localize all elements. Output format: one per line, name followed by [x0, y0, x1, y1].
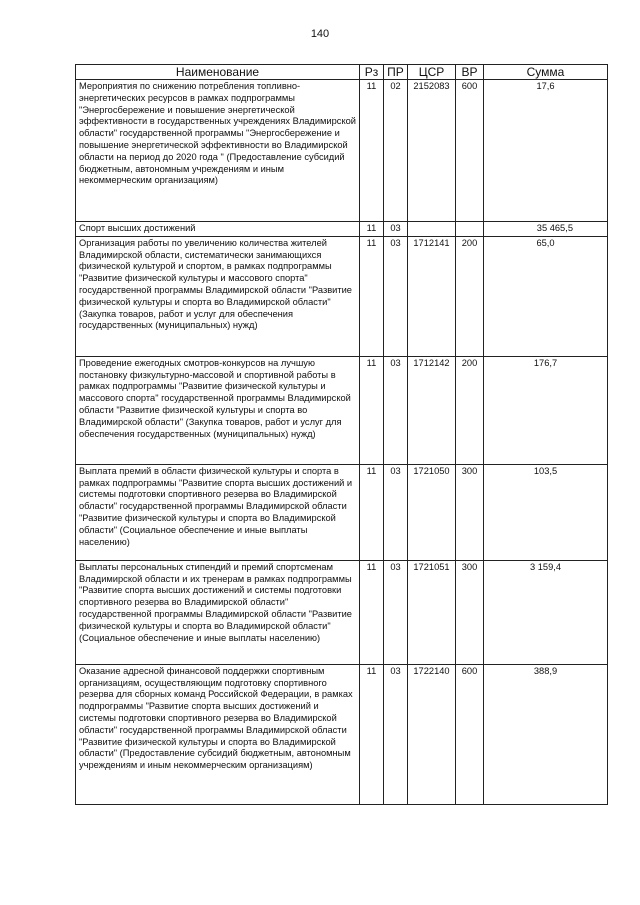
- table-row: [76, 560, 608, 664]
- budget-table: [75, 64, 608, 805]
- row-pr: 03: [384, 356, 408, 464]
- header-pr: ПР: [384, 65, 408, 80]
- row-sum: 388,9: [484, 664, 608, 804]
- row-rz: 11: [360, 464, 384, 560]
- row-rz: 11: [360, 222, 384, 237]
- row-sum: 35 465,5: [484, 222, 608, 237]
- row-name: Выплаты персональных стипендий и премий спортсменам Владимирской области и их тренерам в рамках подпрограммы "Развитие спорта высших достижений и системы подготовки спортивного резерва во Владимирской области" государственной программы Владимирской области "Развитие физической культуры и спорта во Владимирской области" (Социальное обеспечение и иные выплаты населению): [76, 560, 360, 664]
- table-row: [76, 236, 608, 356]
- row-rz: 11: [360, 356, 384, 464]
- row-vr: 300: [456, 464, 484, 560]
- row-name: Мероприятия по снижению потребления топливно-энергетических ресурсов в рамках подпрограммы "Энергосбережение и повышение энергетической эффективности в государственных учреждениях Владимирской области" государственной программы "Энергосбережение и повышение энергетической эффективности во Владимирской области на период до 2020 года " (Предоставление субсидий бюджетным, автономным учреждениям и иным некоммерческим организациям): [76, 80, 360, 222]
- table-row: [76, 222, 608, 237]
- row-pr: 03: [384, 236, 408, 356]
- table-header-row: [76, 65, 608, 80]
- table-row: [76, 464, 608, 560]
- row-vr: 600: [456, 664, 484, 804]
- row-pr: 03: [384, 222, 408, 237]
- row-sum: 65,0: [484, 236, 608, 356]
- row-name: Организация работы по увеличению количества жителей Владимирской области, систематически занимающихся физической культурой и спортом, в рамках подпрограммы "Развитие физической культуры и массового спорта" государственной программы Владимирской области "Развитие физической культуры и спорта во Владимирской области" (Закупка товаров, работ и услуг для обеспечения государственных (муниципальных) нужд): [76, 236, 360, 356]
- row-vr: [456, 222, 484, 237]
- header-csr: ЦСР: [408, 65, 456, 80]
- row-pr: 03: [384, 560, 408, 664]
- row-name: Оказание адресной финансовой поддержки спортивным организациям, осуществляющим подготовку спортивного резерва для сборных команд Российской Федерации, в рамках подпрограммы "Развитие спорта высших достижений и системы подготовки спортивного резерва во Владимирской области" государственной программы Владимирской области "Развитие физической культуры и спорта во Владимирской области" (Предоставление субсидий бюджетным, автономным учреждениям и иным некоммерческим организациям): [76, 664, 360, 804]
- row-csr: 1721051: [408, 560, 456, 664]
- row-sum: 17,6: [484, 80, 608, 222]
- row-csr: 1712142: [408, 356, 456, 464]
- row-pr: 03: [384, 464, 408, 560]
- page-number: 140: [310, 28, 330, 40]
- row-sum: 176,7: [484, 356, 608, 464]
- row-vr: 600: [456, 80, 484, 222]
- table-row: [76, 356, 608, 464]
- row-vr: 200: [456, 356, 484, 464]
- row-name: Спорт высших достижений: [76, 222, 360, 237]
- row-csr: 2152083: [408, 80, 456, 222]
- header-sum: Сумма: [484, 65, 608, 80]
- row-rz: 11: [360, 80, 384, 222]
- header-name: Наименование: [76, 65, 360, 80]
- row-sum: 3 159,4: [484, 560, 608, 664]
- table-row: [76, 664, 608, 804]
- row-rz: 11: [360, 236, 384, 356]
- row-vr: 300: [456, 560, 484, 664]
- row-csr: 1712141: [408, 236, 456, 356]
- row-name: Проведение ежегодных смотров-конкурсов на лучшую постановку физкультурно-массовой и спортивной работы в рамках подпрограммы "Развитие физической культуры и массового спорта" государственной программы Владимирской области "Развитие физической культуры и спорта во Владимирской области" (Закупка товаров, работ и услуг для обеспечения государственных (муниципальных) нужд): [76, 356, 360, 464]
- row-name: Выплата премий в области физической культуры и спорта в рамках подпрограммы "Развитие спорта высших достижений и системы подготовки спортивного резерва во Владимирской области" государственной программы Владимирской области "Развитие физической культуры и спорта во Владимирской области" (Социальное обеспечение и иные выплаты населению): [76, 464, 360, 560]
- row-csr: 1722140: [408, 664, 456, 804]
- row-csr: 1721050: [408, 464, 456, 560]
- row-rz: 11: [360, 664, 384, 804]
- row-sum: 103,5: [484, 464, 608, 560]
- header-rz: Рз: [360, 65, 384, 80]
- row-vr: 200: [456, 236, 484, 356]
- row-pr: 03: [384, 664, 408, 804]
- row-pr: 02: [384, 80, 408, 222]
- row-rz: 11: [360, 560, 384, 664]
- row-csr: [408, 222, 456, 237]
- header-vr: ВР: [456, 65, 484, 80]
- table-row: [76, 80, 608, 222]
